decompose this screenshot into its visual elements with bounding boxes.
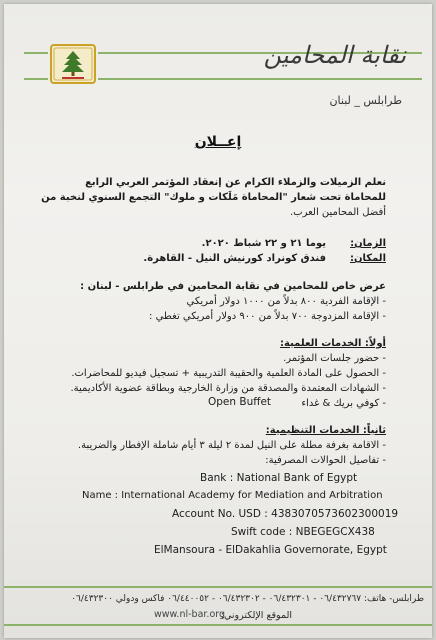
account-number: Account No. USD : 4383070573602300019 — [172, 508, 399, 520]
organizational-item: - الاقامة بغرفة مطلة على النيل لمدة ٢ ليلة ٣ أيام شاملة الإفطار والضريبة. — [77, 440, 386, 451]
bank-address: ElMansoura - ElDakahlia Governorate, Egypt — [154, 544, 387, 556]
header-green-line-left-2 — [24, 78, 48, 80]
swift-code: Swift code : NBEGEGCX438 — [231, 526, 375, 538]
footer-contacts: طرابلس- هاتف: ٠٦/٤٣٢٧٦٧ - ٠٦/٤٣٢٣٠١ - ٠٦/٤٣٢٣٠٢ - ٠٦/٤٤٠٠٥٢ فاكس ودولي ٠٦/٤٣٢٣٠٠ — [71, 594, 424, 604]
offer-item: - الإقامة المزدوجة ٧٠٠ بدلاً من ٩٠٠ دولار أمريكي تغطي : — [149, 311, 386, 322]
scientific-item: - كوفي بريك & غداء — [301, 398, 386, 409]
account-holder-name: Name : International Academy for Mediation and Arbitration — [82, 490, 383, 501]
organizational-item: - تفاصيل الحوالات المصرفية: — [265, 455, 386, 466]
document-page — [4, 4, 432, 638]
footer-green-line-top — [4, 586, 432, 588]
org-name: نقابة المحامين — [263, 41, 406, 69]
header-green-line-left — [24, 52, 48, 54]
offer-heading: عرض خاص للمحامين في نقابة المحامين في طرابلس - لبنان : — [80, 281, 386, 292]
intro-line-2: للمحاماة تحت شعار "المحاماة مَلَكات و ملوك" التجمع السنوي لنخبة من — [41, 192, 386, 203]
when-label: الزمان: — [350, 238, 386, 249]
where-value: فندق كونراد كورنيش النيل - القاهرة. — [143, 253, 326, 264]
header-green-line-bottom — [98, 78, 422, 80]
org-location: طرابلس _ لبنان — [329, 94, 402, 107]
intro-line-1: نعلم الزميلات والزملاء الكرام عن إنعقاد المؤتمر العربي الرابع — [85, 177, 386, 188]
when-value: يوما ٢١ و ٢٢ شباط ٢٠٢٠. — [201, 238, 326, 249]
bar-association-logo — [50, 44, 96, 84]
footer-website[interactable]: www.nl-bar.org — [154, 609, 226, 620]
where-label: المكان: — [350, 253, 386, 264]
offer-item: - الإقامة الفردية ٨٠٠ بدلاً من ١٠٠٠ دولار أمريكي — [186, 296, 386, 307]
scientific-item: - الشهادات المعتمدة والمصدقة من وزارة الخارجية وبطاقة عضوية الأكاديمية. — [70, 383, 386, 394]
organizational-heading: ثانياً: الخدمات التنظيمية: — [265, 425, 386, 436]
footer-green-line-bottom — [4, 624, 432, 626]
bank-name: Bank : National Bank of Egypt — [200, 472, 358, 484]
footer-website-label: الموقع الإلكتروني: — [220, 610, 292, 621]
scientific-item: - حضور جلسات المؤتمر. — [283, 353, 386, 364]
intro-line-3: أفضل المحامين العرب. — [289, 207, 386, 218]
scientific-item: - الحصول على المادة العلمية والحقيبة التدريبية + تسجيل فيديو للمحاضرات. — [71, 368, 386, 379]
open-buffet-text: Open Buffet — [208, 396, 272, 408]
scientific-heading: أولاً: الخدمات العلمية: — [280, 338, 386, 349]
announcement-title: إعــلان — [194, 134, 242, 150]
